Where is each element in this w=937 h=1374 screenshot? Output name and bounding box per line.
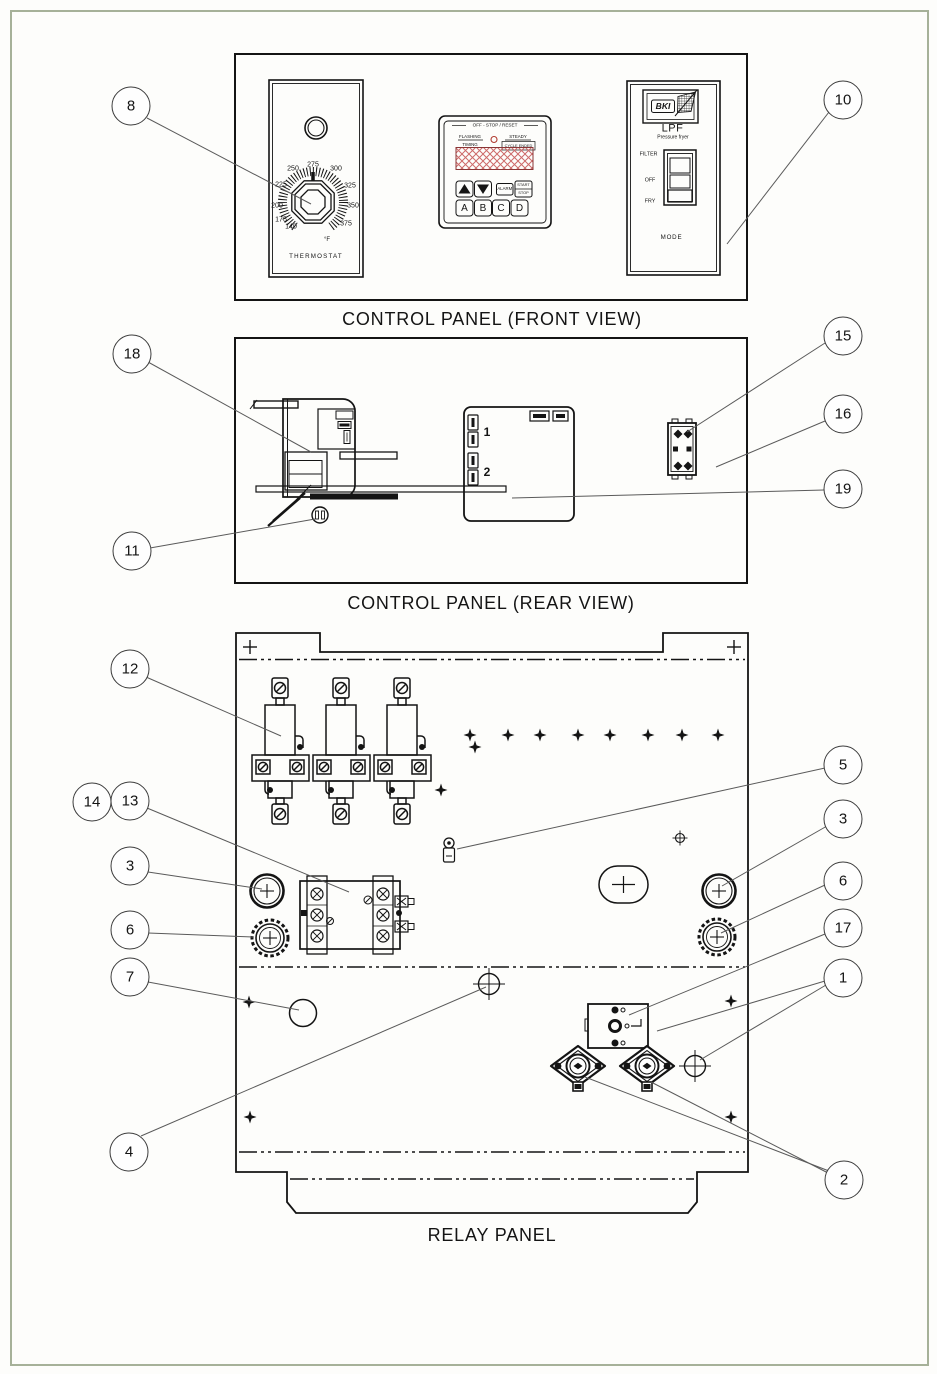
dial-unit-label: °F [323, 237, 331, 243]
start-button-label: START [517, 182, 530, 188]
callout-7 [111, 958, 150, 997]
contactor [300, 876, 414, 954]
model-label: LPF [661, 122, 684, 134]
dial-number-200: 200 [271, 202, 283, 210]
dial-number-275: 275 [307, 161, 319, 169]
callout-5 [824, 746, 863, 785]
dial-number-300: 300 [330, 165, 342, 173]
callout-15-number: 15 [834, 327, 852, 345]
callout-3-left [111, 847, 150, 886]
keypad-front [439, 116, 551, 228]
dial-number-250: 250 [287, 165, 299, 173]
connector-label-2: 2 [483, 464, 491, 479]
callout-6-left [111, 911, 150, 950]
d-button-label: D [515, 202, 524, 214]
bushing-left [252, 920, 288, 956]
callout-11-number: 11 [124, 542, 140, 560]
dial-number-140: 140 [285, 223, 297, 231]
model-subtitle: Pressure fryer [657, 134, 689, 140]
callout-13 [111, 782, 150, 821]
a-button-label: A [461, 202, 468, 214]
alarm-button-label: ALARM [497, 186, 513, 192]
caption-relay-panel: RELAY PANEL [427, 1225, 557, 1245]
control-box-rear [464, 407, 574, 521]
callout-12-number: 12 [121, 660, 139, 678]
callout-3-right [824, 800, 863, 839]
mounting-bracket-mid [340, 452, 397, 459]
callout-6-right-number: 6 [838, 872, 848, 890]
bushing-right [699, 919, 735, 955]
relay-panel-outline [236, 633, 748, 1213]
callout-6-left-number: 6 [125, 921, 135, 939]
b-button-label: B [479, 202, 487, 214]
panel-hole [290, 1000, 317, 1027]
capillary-bulb-grommet [312, 507, 328, 523]
callout-18-number: 18 [123, 345, 141, 363]
mode-switch-rear [668, 419, 696, 479]
switch-position-filter: FILTER [639, 150, 658, 157]
callout-3-right-number: 3 [838, 810, 848, 828]
oval-cutout [599, 866, 648, 903]
relay-panel [236, 633, 748, 1213]
timing-label: TIMING [462, 141, 478, 147]
dial-number-350: 350 [347, 202, 359, 210]
callout-5-number: 5 [838, 756, 848, 774]
callout-12 [111, 650, 150, 689]
callout-18 [113, 335, 152, 374]
callout-7-number: 7 [125, 968, 135, 986]
grommet-left [251, 875, 284, 908]
c-button-label: C [497, 202, 505, 214]
switch-position-off: OFF [644, 176, 656, 183]
steady-label: STEADY [509, 133, 527, 139]
callout-14-number: 14 [83, 793, 101, 811]
callout-19 [824, 470, 863, 509]
down-arrow-icon [477, 185, 489, 195]
caption-rear-view: CONTROL PANEL (REAR VIEW) [347, 593, 635, 613]
callout-8 [112, 87, 151, 126]
stop-button-label: STOP [518, 190, 529, 196]
callout-1 [824, 959, 863, 998]
dial-number-175: 175 [275, 216, 287, 224]
callout-17-number: 17 [834, 919, 852, 937]
callout-8-number: 8 [126, 97, 136, 115]
callout-4-number: 4 [124, 1143, 134, 1161]
callout-10-number: 10 [834, 91, 852, 109]
callout-16 [824, 395, 863, 434]
display-window [456, 148, 533, 170]
callout-19-number: 19 [834, 480, 852, 498]
callout-leader-lines [141, 112, 830, 1174]
grommet-right [703, 875, 736, 908]
mounting-bracket-top [254, 401, 298, 408]
switch-position-fry: FRY [644, 197, 656, 204]
callout-2-number: 2 [839, 1171, 849, 1189]
callout-13-number: 13 [121, 792, 139, 810]
callout-3-left-number: 3 [125, 857, 135, 875]
dial-number-325: 325 [344, 182, 356, 190]
callout-14 [73, 783, 112, 822]
dial-number-225: 225 [275, 181, 287, 189]
flashing-label: FLASHING [459, 133, 481, 139]
keypad-header: OFF - STOP / RESET [472, 122, 518, 128]
dial-number-375: 375 [340, 220, 352, 228]
callout-2 [825, 1161, 864, 1200]
component-5-sensor [444, 838, 455, 862]
thermostat-front [269, 80, 363, 277]
mode-panel-front [627, 81, 720, 275]
up-arrow-icon [459, 184, 471, 194]
flag-icon [678, 92, 696, 113]
callout-1-number: 1 [838, 969, 848, 987]
status-led [491, 137, 497, 143]
caption-front-view: CONTROL PANEL (FRONT VIEW) [342, 309, 642, 329]
connector-label-1: 1 [483, 425, 491, 439]
brand-label: BKI [655, 101, 671, 112]
mounting-bracket-bottom [256, 486, 506, 492]
callout-17 [824, 909, 863, 948]
callout-11 [113, 532, 152, 571]
callout-10 [824, 81, 863, 120]
thermostat-label: THERMOSTAT [289, 252, 343, 260]
thermostat-dial [281, 172, 345, 249]
cycle-ended-label: CYCLE ENDED [504, 142, 533, 148]
callout-6-right [824, 862, 863, 901]
mode-label: MODE [660, 233, 683, 241]
callout-16-number: 16 [834, 405, 852, 423]
callout-4 [110, 1133, 149, 1172]
fuse-assemblies [252, 678, 431, 824]
callout-15 [824, 317, 863, 356]
